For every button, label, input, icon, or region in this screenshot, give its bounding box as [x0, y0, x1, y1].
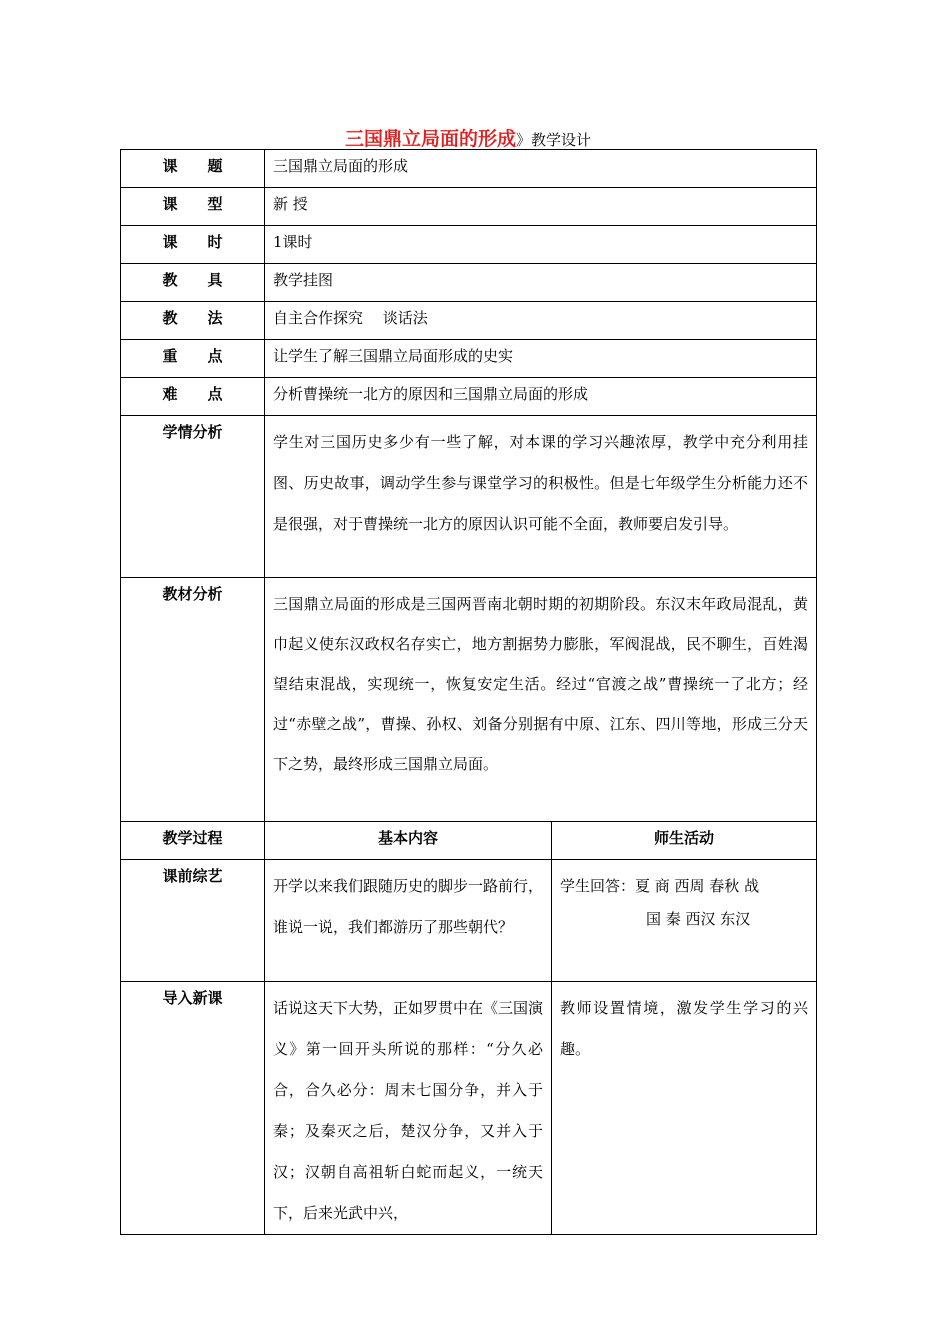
- table-row: [121, 982, 817, 1235]
- table-row: [121, 416, 817, 578]
- step-activity: [552, 982, 817, 1235]
- student-analysis-label: 学情分析: [121, 416, 265, 578]
- row-value: 教学挂图: [265, 264, 817, 302]
- step-label: 课前综艺: [121, 860, 265, 982]
- row-label: 课 题: [121, 150, 265, 188]
- row-value: 三国鼎立局面的形成: [265, 150, 817, 188]
- step-activity-line: 学生回答：夏 商 西周 春秋 战: [560, 877, 760, 895]
- process-header-col1: 教学过程: [121, 822, 265, 860]
- textbook-analysis-label: 教材分析: [121, 578, 265, 822]
- document-title: [120, 128, 816, 151]
- table-row: [121, 860, 817, 982]
- lesson-plan-table: [120, 149, 817, 1235]
- student-analysis-text: 学生对三国历史多少有一些了解，对本课的学习兴趣浓厚，教学中充分利用挂图、历史故事，调动学生参与课堂学习的积极性。但是七年级学生分析能力还不是很强，对于曹操统一北方的原因认识可能不全面，教师要启发引导。: [265, 416, 817, 578]
- table-row: [121, 264, 817, 302]
- row-value: 自主合作探究 谈话法: [265, 302, 817, 340]
- row-value: 新 授: [265, 188, 817, 226]
- row-value: 分析曹操统一北方的原因和三国鼎立局面的形成: [265, 378, 817, 416]
- step-activity-line: 国 秦 西汉 东汉: [646, 910, 751, 928]
- textbook-analysis-text: 三国鼎立局面的形成是三国两晋南北朝时期的初期阶段。东汉末年政局混乱，黄巾起义使东汉政权名存实亡，地方割据势力膨胀，军阀混战，民不聊生，百姓渴望结束混战，实现统一，恢复安定生活。经过“官渡之战”曹操统一了北方；经过“赤壁之战”，曹操、孙权、刘备分别据有中原、江东、四川等地，形成三分天下之势，最终形成三国鼎立局面。: [265, 578, 817, 822]
- step-content: 话说这天下大势，正如罗贯中在《三国演义》第一回开头所说的那样：“分久必合，合久必分：周末七国分争，并入于秦；及秦灭之后，楚汉分争，又并入于汉；汉朝自高祖斩白蛇而起义，一统天下，后来光武中兴，: [265, 982, 552, 1235]
- row-label: 课 时: [121, 226, 265, 264]
- row-value: 让学生了解三国鼎立局面形成的史实: [265, 340, 817, 378]
- table-row: [121, 188, 817, 226]
- title-black-part: 》教学设计: [516, 131, 592, 149]
- step-activity: [552, 860, 817, 982]
- table-row: [121, 226, 817, 264]
- table-row: [121, 150, 817, 188]
- table-row: [121, 378, 817, 416]
- row-label: 教 法: [121, 302, 265, 340]
- process-header-col2: 基本内容: [265, 822, 552, 860]
- table-row: [121, 302, 817, 340]
- table-row: [121, 340, 817, 378]
- row-value: 1课时: [265, 226, 817, 264]
- process-header-col3: 师生活动: [552, 822, 817, 860]
- row-label: 课 型: [121, 188, 265, 226]
- step-activity-line: 教师设置情境，激发学生学习的兴趣。: [560, 999, 809, 1058]
- table-row: [121, 578, 817, 822]
- row-label: 教 具: [121, 264, 265, 302]
- step-content: 开学以来我们跟随历史的脚步一路前行，谁说一说，我们都游历了那些朝代？: [265, 860, 552, 982]
- process-header-row: [121, 822, 817, 860]
- title-red-part: 三国鼎立局面的形成: [344, 128, 516, 150]
- step-label: 导入新课: [121, 982, 265, 1235]
- row-label: 难 点: [121, 378, 265, 416]
- row-label: 重 点: [121, 340, 265, 378]
